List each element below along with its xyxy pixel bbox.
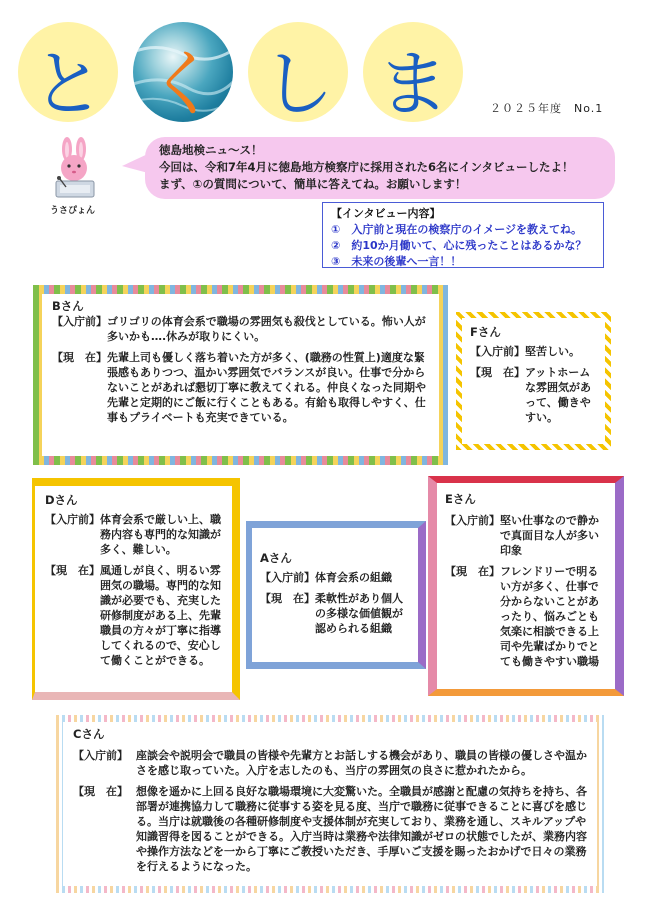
a-san-name: Aさん (260, 551, 292, 565)
question-3: ③ 未来の後輩へ一言！！ (331, 255, 462, 268)
f-san-name: Fさん (470, 325, 501, 339)
f-san-now-text: アットホームな雰囲気があって、働きやすい。 (525, 366, 591, 424)
before-label: 【入庁前】 (52, 315, 107, 328)
d-san-now-text: 風通しが良く、明るい雰囲気の職場。専門的な知識が必要でも、充実した研修制度がある上、先輩職員の方々が丁寧に指導してくれるので、安心して働くことができる。 (100, 564, 221, 667)
d-san-before (45, 512, 226, 557)
rabbit-mascot-icon (50, 135, 100, 201)
interview-title: 【インタビュー内容】 (331, 207, 441, 220)
title-char-3: し (261, 42, 334, 122)
now-label: 【現 在】 (45, 564, 100, 577)
now-label: 【現 在】 (470, 366, 525, 379)
b-san-before (52, 314, 429, 344)
speech-line-2: 今回は、令和7年4月に徳島地方検察庁に採用された6名にインタビューしたよ！ (159, 160, 574, 174)
c-san-before-text: 座談会や説明会で職員の皆様や先輩方とお話しする機会があり、職員の皆様の優しさや温かさを感じ取っていた。入庁を志したのも、当庁の雰囲気の良さに惹かれたから。 (136, 749, 587, 777)
question-2: ② 約10か月働いて、心に残ったことはあるかな？ (331, 239, 587, 252)
interview-questions-box (322, 202, 604, 268)
title-char-4: ま (376, 42, 449, 122)
d-san-now (45, 563, 226, 668)
e-san-name: Eさん (445, 492, 476, 506)
d-san-card (32, 478, 240, 700)
e-san-card (428, 476, 624, 696)
d-san-before-text: 体育会系で厳しい上、職務内容も専門的な知識が多く、難しい。 (100, 513, 221, 556)
c-san-now (73, 784, 587, 874)
a-san-before (260, 570, 412, 585)
f-san-card (456, 312, 611, 450)
b-san-name: Bさん (52, 299, 84, 313)
now-label: 【現 在】 (52, 351, 107, 364)
f-san-before (470, 344, 597, 359)
f-san-now (470, 365, 597, 425)
e-san-before-text: 堅い仕事なので静かで真面目な人が多い印象 (500, 514, 599, 557)
title-circle-2 (133, 22, 233, 122)
before-label: 【入庁前】 (260, 571, 315, 584)
title-circle-4 (363, 22, 463, 122)
c-san-now-text: 想像を遥かに上回る良好な職場環境に大変驚いた。全職員が感謝と配慮の気持ちを持ち、各部署が連携協力して職務に従事する姿を見る度、当庁で職務に従事できることに喜びを感じる。当庁は就職後の各種研修制度や支援体制が充実しており、業務を通し、スキルアップや知識習得を図ることができる。入庁当時は業務や法律知識がゼロの状態でしたが、業務内容や操作方法などを一から丁寧にご教授いただき、手厚いご支援を賜ったおかげで日々の業務を行えるようになった。 (136, 785, 587, 873)
b-san-now (52, 350, 429, 425)
b-san-before-text: ゴリゴリの体育会系で職場の雰囲気も殺伐としている。怖い人が多いかも….休みが取りにくい。 (107, 315, 426, 343)
c-san-before (73, 748, 587, 778)
title-char-1: と (31, 42, 104, 122)
now-label: 【現 在】 (445, 565, 500, 578)
issue-label: ２０２５年度 No.1 (490, 102, 604, 115)
f-san-before-text: 堅苦しい。 (525, 345, 580, 358)
now-label: 【現 在】 (260, 592, 315, 605)
before-label: 【入庁前】 (45, 513, 100, 526)
mascot-name: うさぴょん (50, 206, 96, 216)
e-san-now (445, 564, 609, 669)
now-label: 【現 在】 (73, 785, 128, 798)
speech-line-3: まず、①の質問について、簡単に答えてね。お願いします！ (159, 177, 467, 191)
before-label: 【入庁前】 (445, 514, 500, 527)
a-san-card (246, 521, 426, 669)
before-label: 【入庁前】 (470, 345, 525, 358)
title-char-2: く (146, 42, 219, 122)
speech-line-1: 徳島地検ニュ～ス！ (159, 143, 263, 157)
a-san-now (260, 591, 412, 636)
c-san-card (56, 715, 604, 893)
title-circle-1 (18, 22, 118, 122)
title-circle-3 (248, 22, 348, 122)
before-label: 【入庁前】 (73, 749, 128, 762)
a-san-before-text: 体育会系の組織 (315, 571, 392, 584)
b-san-now-text: 先輩上司も優しく落ち着いた方が多く、(職務の性質上)適度な緊張感もありつつ、温かい雰囲気でバランスが良い。仕事で分からないことがあれば懇切丁寧に教えてくれる。仲良くなった同期や先輩と定期的にご飯に行くこともある。有給も取得しやすく、仕事もプライベートも充実できている。 (107, 351, 426, 424)
d-san-name: Dさん (45, 493, 78, 507)
e-san-before (445, 513, 609, 558)
speech-bubble (145, 137, 615, 199)
e-san-now-text: フレンドリーで明るい方が多く、仕事で分からないことがあったり、悩みごとも気楽に相談できる上司や先輩ばかりでとても働きやすい職場 (500, 565, 599, 668)
b-san-card (33, 285, 448, 465)
c-san-name: Cさん (73, 727, 105, 741)
question-1: ① 入庁前と現在の検察庁のイメージを教えてね。 (331, 223, 582, 236)
a-san-now-text: 柔軟性があり個人の多様な価値観が認められる組織 (315, 592, 403, 635)
